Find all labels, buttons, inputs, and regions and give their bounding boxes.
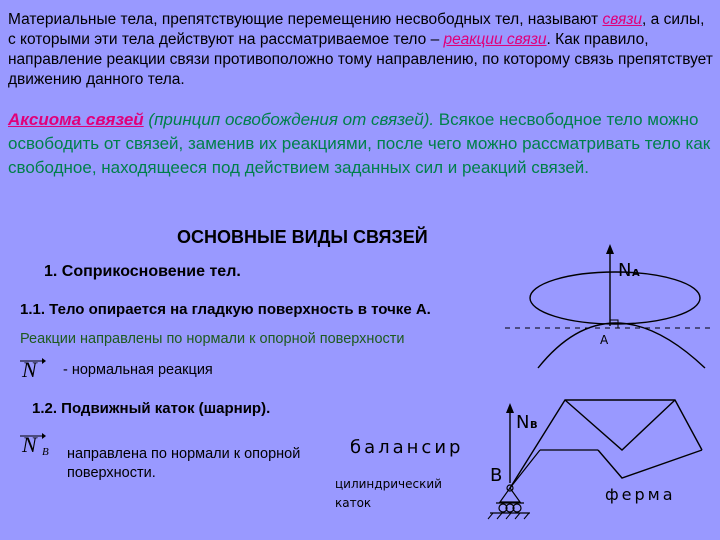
term-reakcii-svyazi: реакции связи — [443, 31, 547, 48]
item1-heading: 1. Соприкосновение тел. — [44, 263, 241, 280]
force-subscript: B — [530, 420, 538, 431]
roller-label-2: каток — [335, 496, 372, 510]
axiom-text: Всякое несвободное тело можно освободить от связей, заменив их реакциями, после чего можно рассматривать тело как свободное, находящееся под действием заданных сил и реакций связей. — [8, 110, 711, 177]
ground-hatch — [497, 513, 502, 519]
intro-text-2: , а силы, с которыми эти тела действуют на рассматриваемое тело – — [8, 11, 705, 48]
truss-web-2 — [598, 450, 702, 478]
arrow-head-icon — [606, 244, 614, 254]
force-label: N — [516, 412, 530, 433]
contact-diagram — [500, 238, 720, 373]
intro-text-1: Материальные тела, препятствующие перемещению несвободных тел, называют — [8, 11, 603, 28]
axiom-name: Аксиома связей — [8, 110, 144, 129]
axiom-principle: (принцип освобождения от связей). — [148, 110, 435, 129]
n-vector-symbol — [18, 357, 46, 385]
arrow-head-icon — [506, 403, 514, 413]
support-surface — [538, 323, 705, 368]
n-symbol: N — [22, 357, 37, 382]
body-ellipse — [530, 272, 700, 324]
nb-description: направлена по нормали к опорной поверхности. — [67, 446, 301, 481]
axiom-paragraph — [8, 108, 713, 180]
force-subscript: A — [632, 268, 640, 279]
intro-text-3: . Как правило, направление реакции связи противоположно тому направлению, по которому связь препятствует движению данного тела. — [8, 31, 713, 88]
force-label: N — [618, 260, 632, 281]
roller-label-1: цилиндрический — [335, 477, 442, 491]
reactions-text: Реакции направлены по нормали к опорной поверхности — [20, 331, 405, 347]
item11-heading: 1.1. Тело опирается на гладкую поверхность в точке А. — [20, 301, 431, 318]
balancer-label: балансир — [350, 437, 464, 458]
item12-heading: 1.2. Подвижный каток (шарнир). — [32, 400, 271, 417]
intro-paragraph — [8, 10, 713, 90]
nb-vector-symbol — [18, 432, 64, 462]
nb-symbol: N — [22, 432, 37, 457]
truss-label: ферма — [605, 485, 676, 504]
balancer-triangle — [500, 488, 520, 502]
truss-outline — [510, 400, 702, 488]
truss-member — [510, 450, 540, 488]
term-svyazi: связи — [602, 11, 643, 28]
roller-diagram — [330, 395, 720, 540]
truss-web-1 — [565, 400, 675, 450]
point-label: B — [490, 465, 503, 486]
ground-hatch — [524, 513, 529, 519]
section-title: ОСНОВНЫЕ ВИДЫ СВЯЗЕЙ — [177, 227, 428, 247]
ground-hatch — [506, 513, 511, 519]
ground-hatch — [515, 513, 520, 519]
ground-hatch — [488, 513, 493, 519]
nb-subscript: B — [42, 446, 49, 458]
point-label: A — [600, 333, 609, 347]
normal-reaction-label: - нормальная реакция — [63, 362, 213, 378]
